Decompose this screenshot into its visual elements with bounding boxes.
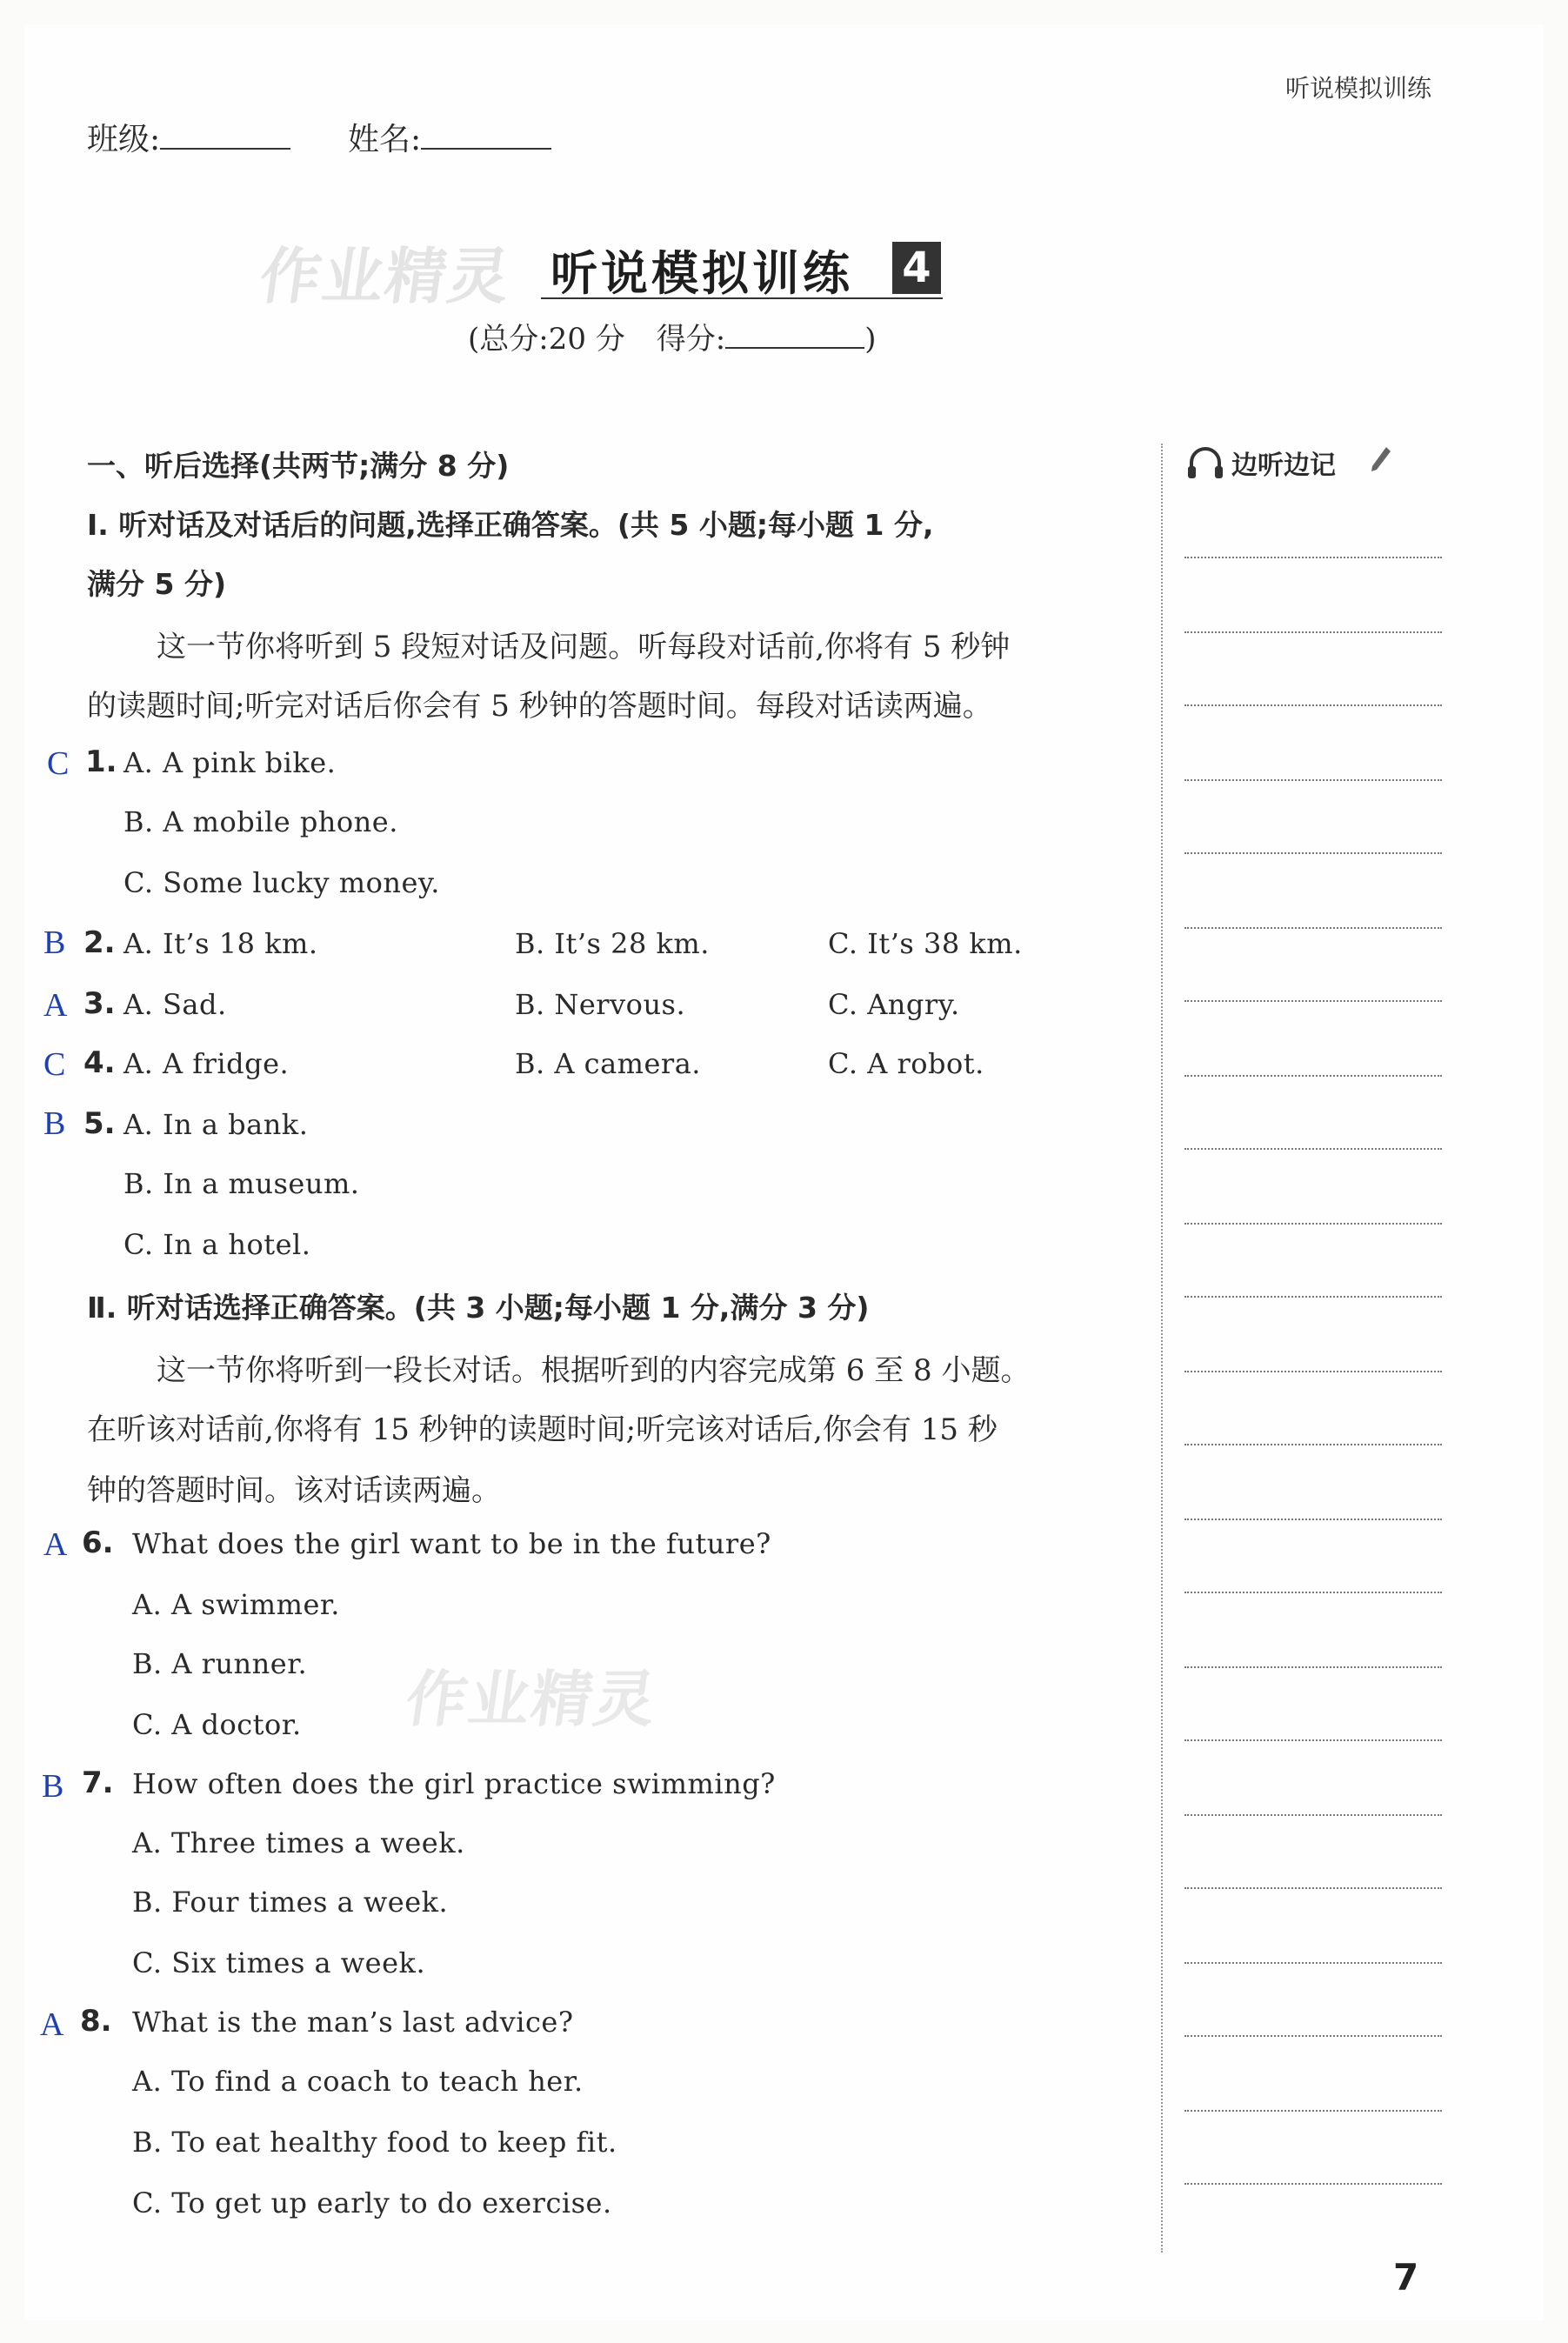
option-c[interactable]: C. Angry. — [828, 988, 960, 1021]
option-b[interactable]: B. Four times a week. — [132, 1886, 449, 1919]
note-line[interactable] — [1184, 704, 1442, 706]
score-got-label: 得分: — [656, 322, 726, 357]
part2-heading: Ⅱ. 听对话选择正确答案。(共 3 小题;每小题 1 分,满分 3 分) — [87, 1291, 870, 1325]
note-line[interactable] — [1184, 779, 1442, 781]
note-line[interactable] — [1184, 1223, 1442, 1225]
title-underline — [541, 297, 943, 299]
note-line[interactable] — [1184, 1814, 1442, 1816]
part1-heading-line2: 满分 5 分) — [87, 567, 227, 601]
question-number: 3. — [83, 986, 116, 1021]
note-line[interactable] — [1184, 631, 1442, 633]
note-line[interactable] — [1184, 1444, 1442, 1445]
title-number: 4 — [902, 244, 931, 292]
option-c[interactable]: C. In a hotel. — [123, 1228, 311, 1261]
option-b[interactable]: B. A mobile phone. — [123, 805, 398, 838]
option-c[interactable]: C. A robot. — [828, 1047, 984, 1080]
note-line[interactable] — [1184, 2110, 1442, 2112]
option-a[interactable]: A. It’s 18 km. — [123, 927, 318, 960]
option-a[interactable]: A. Sad. — [123, 988, 227, 1021]
question-number: 5. — [83, 1106, 116, 1141]
sidebar-label: 边听边记 — [1231, 451, 1336, 481]
note-line[interactable] — [1184, 1296, 1442, 1298]
note-line[interactable] — [1184, 1075, 1442, 1077]
option-a[interactable]: A. Three times a week. — [132, 1826, 465, 1859]
headphone-icon — [1184, 442, 1226, 487]
question-stem: What is the man’s last advice? — [132, 2006, 574, 2039]
watermark-logo: 作业精灵 — [255, 241, 516, 312]
watermark-logo: 作业精灵 — [401, 1664, 662, 1735]
sidebar-divider — [1161, 444, 1163, 2253]
class-label: 班级: — [87, 122, 161, 157]
note-line[interactable] — [1184, 1962, 1442, 1964]
class-field — [87, 115, 290, 159]
part2-intro-line3: 钟的答题时间。该对话读两遍。 — [87, 1473, 501, 1508]
option-b[interactable]: B. In a museum. — [123, 1167, 360, 1200]
option-c[interactable]: C. Some lucky money. — [123, 866, 440, 899]
question-number: 6. — [82, 1525, 114, 1560]
class-blank[interactable] — [160, 148, 290, 150]
score-blank[interactable] — [725, 347, 864, 349]
note-line[interactable] — [1184, 557, 1442, 558]
page-number: 7 — [1393, 2256, 1419, 2299]
option-a[interactable]: A. To find a coach to teach her. — [132, 2065, 584, 2098]
note-line[interactable] — [1184, 927, 1442, 929]
option-b[interactable]: B. To eat healthy food to keep fit. — [132, 2126, 617, 2159]
option-a[interactable]: A. A swimmer. — [132, 1588, 340, 1621]
answer-mark: A — [43, 1526, 68, 1563]
note-line[interactable] — [1184, 1148, 1442, 1150]
pencil-icon — [1367, 444, 1393, 478]
note-line[interactable] — [1184, 1739, 1442, 1741]
question-number: 7. — [82, 1766, 114, 1800]
score-close: ) — [864, 322, 877, 357]
note-line[interactable] — [1184, 1666, 1442, 1668]
question-number: 2. — [83, 925, 116, 960]
part1-heading-line1: Ⅰ. 听对话及对话后的问题,选择正确答案。(共 5 小题;每小题 1 分, — [87, 508, 934, 542]
option-c[interactable]: C. It’s 38 km. — [828, 927, 1023, 960]
note-line[interactable] — [1184, 1519, 1442, 1520]
question-stem: How often does the girl practice swimming? — [132, 1767, 776, 1800]
note-line[interactable] — [1184, 1592, 1442, 1593]
score-total: (总分:20 分 — [468, 322, 625, 357]
part2-intro-line1: 这一节你将听到一段长对话。根据听到的内容完成第 6 至 8 小题。 — [157, 1353, 1031, 1388]
note-line[interactable] — [1184, 1887, 1442, 1889]
note-line[interactable] — [1184, 852, 1442, 854]
answer-mark: C — [47, 745, 70, 782]
note-line[interactable] — [1184, 1000, 1442, 1002]
option-b[interactable]: B. A runner. — [132, 1647, 308, 1680]
answer-mark: B — [43, 925, 66, 961]
answer-mark: C — [43, 1046, 66, 1083]
option-b[interactable]: B. Nervous. — [515, 988, 686, 1021]
option-b[interactable]: B. It’s 28 km. — [515, 927, 710, 960]
option-a[interactable]: A. A fridge. — [123, 1047, 290, 1080]
name-label: 姓名: — [348, 122, 422, 157]
option-b[interactable]: B. A camera. — [515, 1047, 701, 1080]
answer-mark: B — [43, 1105, 66, 1142]
option-c[interactable]: C. To get up early to do exercise. — [132, 2186, 612, 2220]
score-line — [468, 315, 877, 357]
name-field — [348, 115, 551, 159]
option-a[interactable]: A. In a bank. — [123, 1108, 309, 1141]
option-a[interactable]: A. A pink bike. — [123, 746, 337, 779]
option-c[interactable]: C. A doctor. — [132, 1708, 302, 1741]
part1-intro-line1: 这一节你将听到 5 段短对话及问题。听每段对话前,你将有 5 秒钟 — [157, 630, 1011, 664]
name-blank[interactable] — [421, 148, 551, 150]
note-line[interactable] — [1184, 2183, 1442, 2185]
question-number: 1. — [85, 744, 117, 779]
part2-intro-line2: 在听该对话前,你将有 15 秒钟的读题时间;听完该对话后,你会有 15 秒 — [87, 1412, 998, 1447]
option-c[interactable]: C. Six times a week. — [132, 1946, 426, 1979]
answer-mark: A — [40, 2006, 64, 2043]
page-title: 听说模拟训练 — [550, 246, 853, 301]
part1-intro-line2: 的读题时间;听完对话后你会有 5 秒钟的答题时间。每段对话读两遍。 — [87, 689, 992, 724]
question-stem: What does the girl want to be in the future? — [132, 1527, 771, 1560]
section-heading: 一、听后选择(共两节;满分 8 分) — [87, 449, 510, 483]
answer-mark: A — [43, 987, 68, 1024]
title-number-badge — [892, 242, 941, 294]
question-number: 4. — [83, 1045, 116, 1080]
note-line[interactable] — [1184, 1371, 1442, 1372]
question-number: 8. — [80, 2004, 112, 2039]
running-title: 听说模拟训练 — [1285, 74, 1432, 103]
note-line[interactable] — [1184, 2035, 1442, 2037]
answer-mark: B — [42, 1768, 64, 1805]
